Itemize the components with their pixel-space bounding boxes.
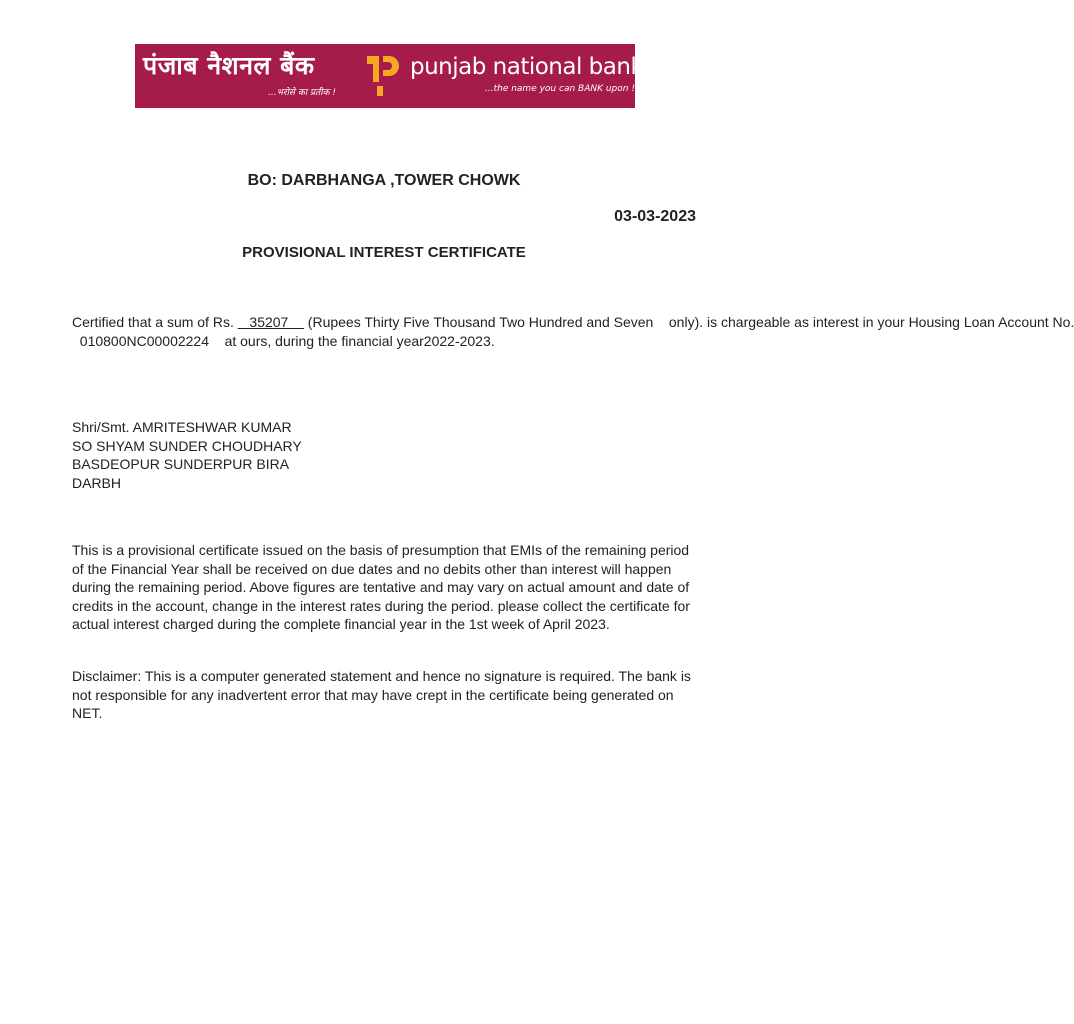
address-line: SO SHYAM SUNDER CHOUDHARY	[72, 437, 302, 454]
address-line: Shri/Smt. AMRITESHWAR KUMAR	[72, 419, 292, 435]
account-number: 010800NC00002224	[72, 332, 225, 349]
certificate-text	[72, 313, 1074, 350]
tagline-hindi: ...भरोसे का प्रतीक !	[268, 88, 336, 98]
bank-name-english: punjab national bank	[410, 54, 644, 80]
certificate-title: PROVISIONAL INTEREST CERTIFICATE	[242, 244, 526, 261]
bank-banner	[135, 44, 644, 108]
interest-amount: 35207	[237, 314, 304, 330]
pnb-logo-icon	[363, 52, 401, 100]
amount-in-words: (Rupees Thirty Five Thousand Two Hundred and Seven only). is chargeable as interest in your Housing Loan Account No.	[303, 314, 1074, 330]
customer-address	[72, 418, 302, 492]
certificate-prefix: Certified that a sum of Rs.	[72, 314, 238, 330]
certificate-date: 03-03-2023	[614, 208, 696, 225]
bank-name-hindi: पंजाब नैशनल बैंक	[143, 51, 315, 80]
tagline-english: ...the name you can BANK upon !	[485, 84, 635, 94]
provisional-notice: This is a provisional certificate issued on the basis of presumption that EMIs of the remaining period of the Financial Year shall be received on due dates and no debits other than interest will happen during the remaining period. Above figures are tentative and may vary on actual amount and date of credits in the account, change in the interest rates during the period. please collect the certificate for actual interest charged during the complete financial year in the 1st week of April 2023.	[72, 542, 690, 633]
address-line: BASDEOPUR SUNDERPUR BIRA	[72, 456, 290, 473]
branch-name: BO: DARBHANGA ,TOWER CHOWK	[247, 172, 521, 189]
disclaimer: Disclaimer: This is a computer generated statement and hence no signature is required. The bank is not responsible for any inadvertent error that may have crept in the certificate being generated on NET.	[72, 668, 691, 722]
address-line: DARBH	[72, 474, 122, 491]
financial-year-text: at ours, during the financial year2022-2023.	[224, 332, 495, 349]
